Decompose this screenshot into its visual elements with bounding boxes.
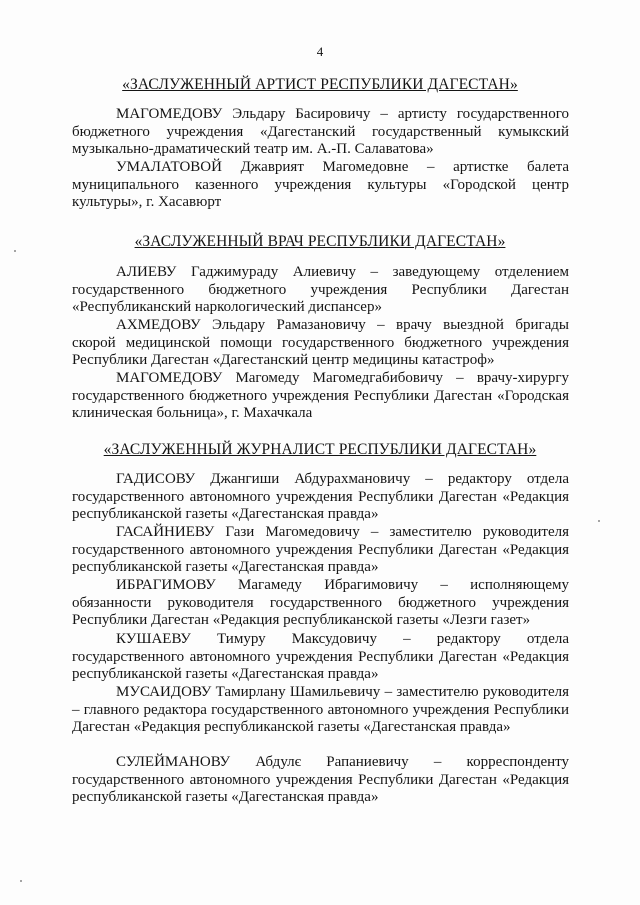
award-entry: МУСАИДОВУ Тамирлану Шамильевичу – заместителю руководителя – главного редактора государственного автономного учреждения Республики Дагестан «Редакция республиканской газеты «Дагестанская правда»: [72, 684, 569, 736]
award-entry: ГАСАЙНИЕВУ Гази Магомедовичу – заместителю руководителя государственного автономного учреждения Республики Дагестан «Редакция республиканской газеты «Дагестанская правда»: [72, 524, 569, 576]
section-heading-journalist: «ЗАСЛУЖЕННЫЙ ЖУРНАЛИСТ РЕСПУБЛИКИ ДАГЕСТАН»: [103, 441, 537, 458]
section-heading-artist: «ЗАСЛУЖЕННЫЙ АРТИСТ РЕСПУБЛИКИ ДАГЕСТАН»: [122, 76, 518, 93]
award-entry: УМАЛАТОВОЙ Джаврият Магомедовне – артистке балета муниципального казенного учреждения культуры «Городской центр культуры», г. Хасавюрт: [72, 159, 569, 211]
award-entry: КУШАЕВУ Тимуру Максудовичу – редактору отдела государственного автономного учреждения Республики Дагестан «Редакция республиканской газеты «Дагестанская правда»: [72, 631, 569, 683]
award-entry: АЛИЕВУ Гаджимураду Алиевичу – заведующему отделением государственного бюджетного учреждения Республики Дагестан «Республиканский наркологический диспансер»: [72, 264, 569, 316]
scan-speck: [20, 880, 22, 882]
award-entry: СУЛЕЙМАНОВУ Абдулє Рапаниевичу – корреспонденту государственного автономного учреждения Республики Дагестан «Редакция республиканской газеты «Дагестанская правда»: [72, 754, 569, 806]
award-entry: АХМЕДОВУ Эльдару Рамазановичу – врачу выездной бригады скорой медицинской помощи государственного бюджетного учреждения Республики Дагестан «Дагестанский центр медицины катастроф»: [72, 317, 569, 369]
award-entry: ГАДИСОВУ Джангиши Абдурахмановичу – редактору отдела государственного автономного учреждения Республики Дагестан «Редакция республиканской газеты «Дагестанская правда»: [72, 471, 569, 523]
award-entry: МАГОМЕДОВУ Эльдару Басировичу – артисту государственного бюджетного учреждения «Дагестанский государственный кумыкский музыкально-драматический театр им. А.-П. Салаватова»: [72, 106, 569, 158]
page-number: 4: [316, 44, 324, 59]
award-entry: МАГОМЕДОВУ Магомеду Магомедгабибовичу – врачу-хирургу государственного бюджетного учреждения Республики Дагестан «Городская клиническая больница», г. Махачкала: [72, 370, 569, 422]
scan-speck: [14, 250, 16, 252]
award-entry: ИБРАГИМОВУ Магамеду Ибрагимовичу – исполняющему обязанности руководителя государственного бюджетного учреждения Республики Дагестан «Редакция республиканской газеты «Лезги газет»: [72, 577, 569, 629]
scan-speck: [598, 520, 600, 522]
section-heading-doctor: «ЗАСЛУЖЕННЫЙ ВРАЧ РЕСПУБЛИКИ ДАГЕСТАН»: [134, 233, 506, 250]
